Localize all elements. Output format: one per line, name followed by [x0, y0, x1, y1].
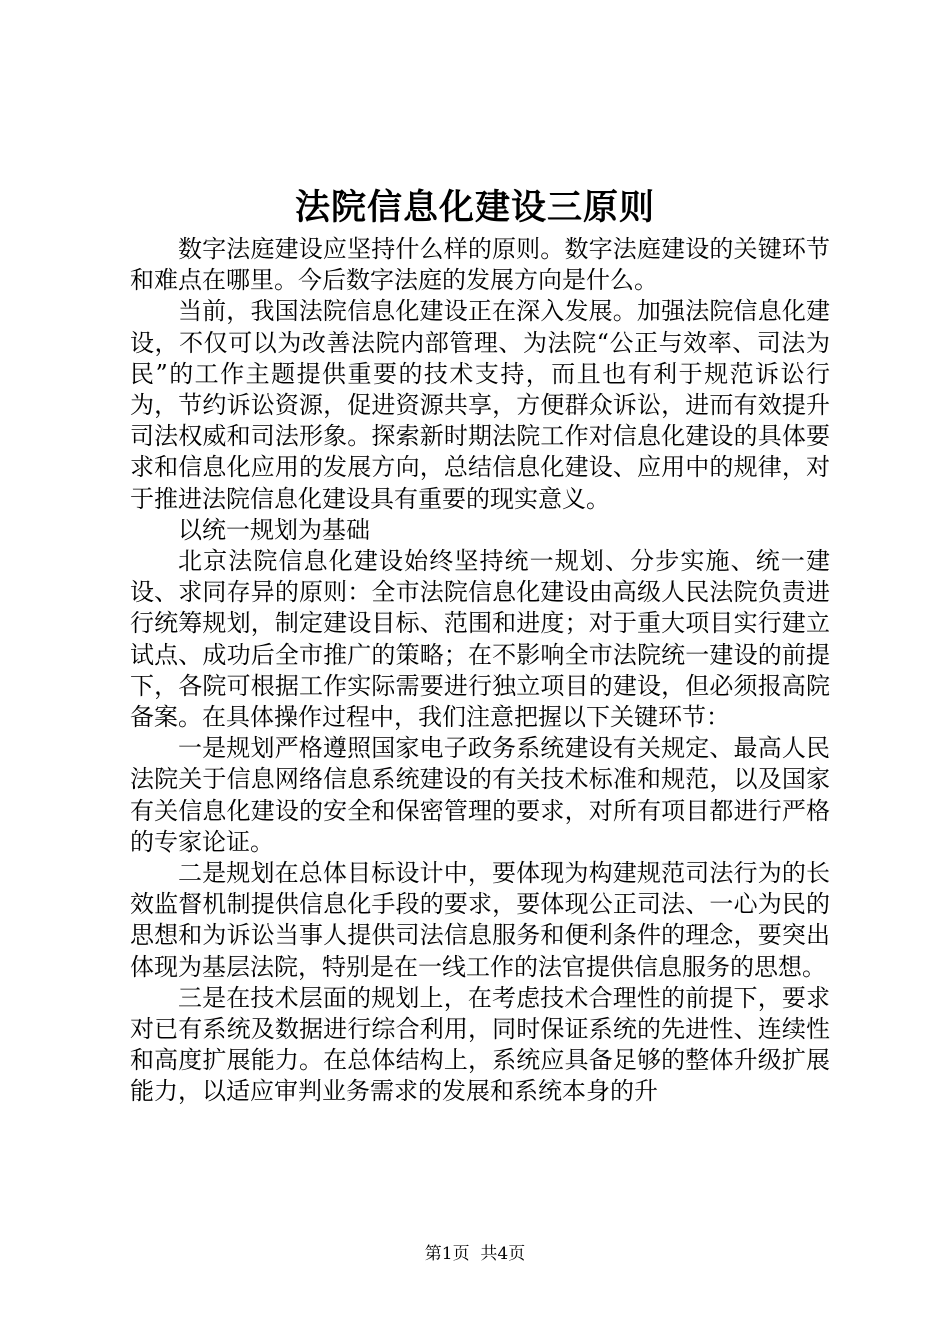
paragraph-background: 当前，我国法院信息化建设正在深入发展。加强法院信息化建设，不仅可以为改善法院内部管理、为法院“公正与效率、司法为民”的工作主题提供重要的技术支持，而且也有利于规范诉讼行为，节约诉讼资源，促进资源共享，方便群众诉讼，进而有效提升司法权威和司法形象。探索新时期法院工作对信息化建设的具体要求和信息化应用的发展方向，总结信息化建设、应用中的规律，对于推进法院信息化建设具有重要的现实意义。 [130, 297, 830, 513]
paragraph-point-one: 一是规划严格遵照国家电子政务系统建设有关规定、最高人民法院关于信息网络信息系统建设的有关技术标准和规范，以及国家有关信息化建设的安全和保密管理的要求，对所有项目都进行严格的专家论证。 [130, 734, 830, 856]
section-heading-unified-planning: 以统一规划为基础 [178, 515, 370, 544]
paragraph-beijing-principles: 北京法院信息化建设始终坚持统一规划、分步实施、统一建设、求同存异的原则：全市法院信息化建设由高级人民法院负责进行统筹规划，制定建设目标、范围和进度；对于重大项目实行建立试点、成功后全市推广的策略；在不影响全市法院统一建设的前提下，各院可根据工作实际需要进行独立项目的建设，但必须报高院备案。在具体操作过程中，我们注意把握以下关键环节： [130, 547, 830, 732]
document-title: 法院信息化建设三原则 [294, 188, 655, 228]
document-body [130, 234, 830, 1108]
page-number-footer: 第1页 共4页 [424, 1244, 526, 1264]
paragraph-intro: 数字法庭建设应坚持什么样的原则。数字法庭建设的关键环节和难点在哪里。今后数字法庭的发展方向是什么。 [130, 235, 830, 295]
paragraph-point-two: 二是规划在总体目标设计中，要体现为构建规范司法行为的长效监督机制提供信息化手段的要求，要体现公正司法、一心为民的思想和为诉讼当事人提供司法信息服务和便利条件的理念，要突出体现为基层法院，特别是在一线工作的法官提供信息服务的思想。 [130, 859, 830, 981]
paragraph-point-three: 三是在技术层面的规划上，在考虑技术合理性的前提下，要求对已有系统及数据进行综合利用，同时保证系统的先进性、连续性和高度扩展能力。在总体结构上，系统应具备足够的整体升级扩展能力，以适应审判业务需求的发展和系统本身的升 [130, 983, 830, 1106]
